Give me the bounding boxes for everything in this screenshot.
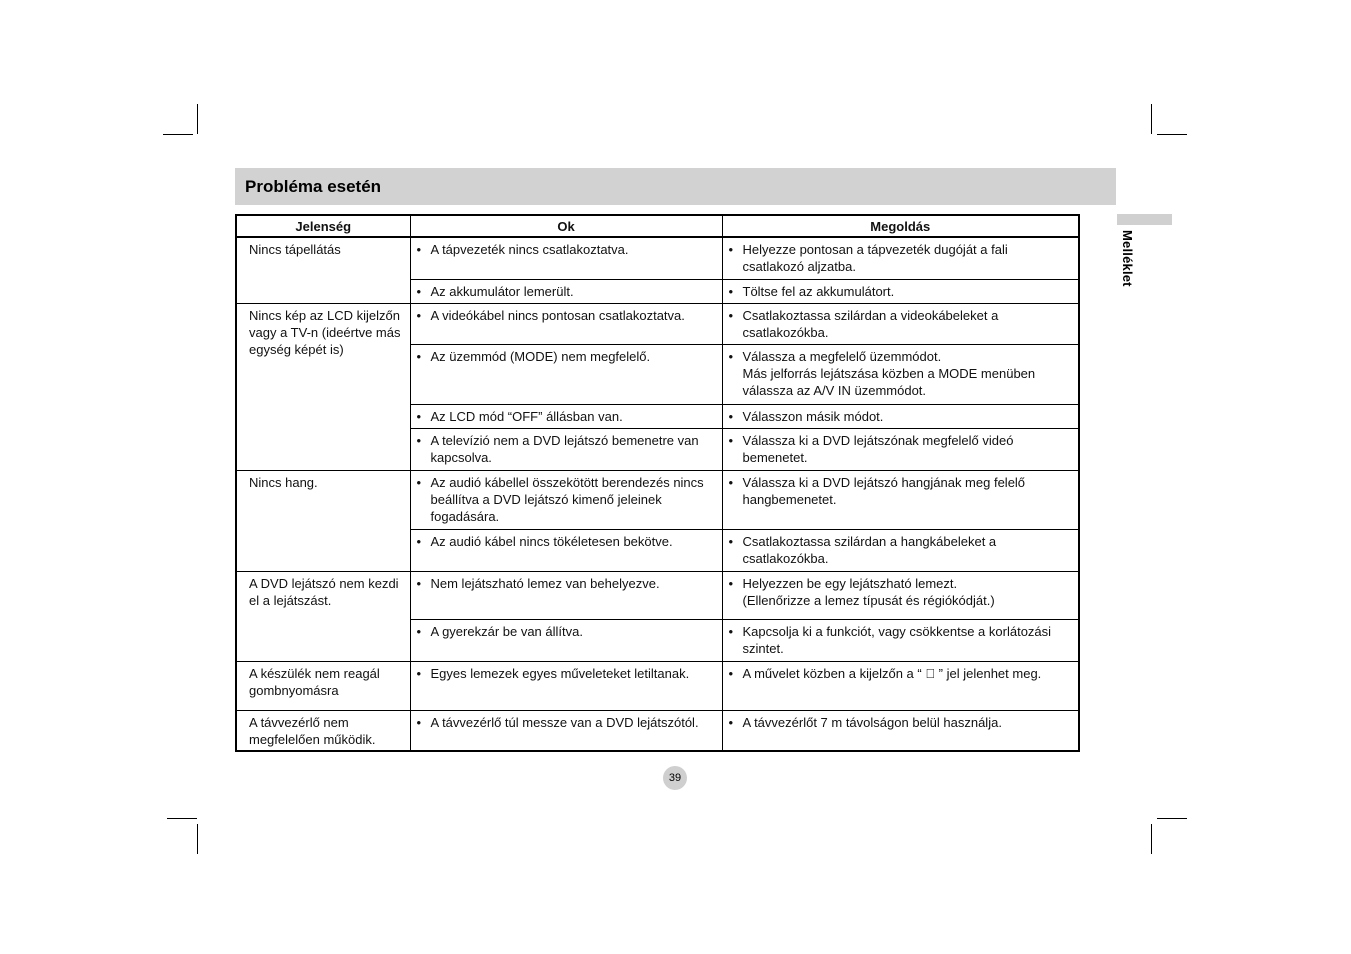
cause-cell — [410, 279, 722, 303]
table-row — [236, 237, 1079, 279]
side-label: Melléklet — [1120, 230, 1135, 287]
crop-mark — [163, 134, 193, 135]
solution-text: Csatlakoztassa szilárdan a hangkábeleket a csatlakozókba. — [742, 533, 997, 566]
symptom-cell: A DVD lejátszó nem kezdi el a lejátszást. — [236, 571, 410, 661]
solution-text: Válassza ki a DVD lejátszó hangjának meg felelő hangbemenetet. — [742, 474, 1026, 507]
solution-text: Válassza a megfelelő üzemmódot. — [742, 348, 942, 364]
bullet: • — [416, 575, 422, 591]
solution-cell — [722, 344, 1079, 404]
solution-text: Válassza ki a DVD lejátszónak megfelelő videó bemenetet. — [742, 432, 1014, 465]
section-title-bar — [235, 168, 1116, 205]
solution-cell — [722, 710, 1079, 751]
solution-cell — [722, 470, 1079, 529]
bullet: • — [728, 474, 734, 490]
bullet: • — [728, 242, 734, 257]
cause-cell — [410, 571, 722, 619]
cause-text: A televízió nem a DVD lejátszó bemenetre van kapcsolva. — [430, 432, 699, 465]
crop-mark — [1151, 824, 1152, 854]
cause-cell — [410, 619, 722, 661]
header-symptom: Jelenség — [236, 215, 410, 237]
cause-text: Az audió kábellel összekötött berendezés nincs beállítva a DVD lejátszó kimenő jeleinek fogadására. — [430, 474, 704, 524]
solution-text: Kapcsolja ki a funkciót, vagy csökkentse a korlátozási szintet. — [742, 623, 1052, 656]
cause-text: A tápvezeték nincs csatlakoztatva. — [430, 242, 629, 257]
crop-mark — [1151, 104, 1152, 134]
cause-text: A gyerekzár be van állítva. — [430, 623, 583, 639]
bullet: • — [416, 307, 422, 323]
cause-cell — [410, 710, 722, 751]
table-header-row — [236, 215, 1079, 237]
header-solution: Megoldás — [722, 215, 1079, 237]
symptom-cell: A távvezérlő nem megfelelően működik. — [236, 710, 410, 751]
page-number: 39 — [663, 766, 687, 790]
cause-cell — [410, 303, 722, 344]
cause-cell — [410, 404, 722, 428]
bullet: • — [416, 623, 422, 639]
solution-cell — [722, 529, 1079, 571]
solution-cell — [722, 619, 1079, 661]
bullet: • — [416, 474, 422, 490]
solution-extra-text: Más jelforrás lejátszása közben a MODE menüben válassza az A/V IN üzemmódot. — [742, 365, 1036, 398]
crop-mark — [167, 818, 197, 819]
cause-text: Nem lejátszható lemez van behelyezve. — [430, 575, 660, 591]
solution-text: A távvezérlőt 7 m távolságon belül használja. — [742, 714, 1002, 730]
solution-extra-text: (Ellenőrizze a lemez típusát és régiókódját.) — [742, 592, 995, 608]
cause-text: A videókábel nincs pontosan csatlakoztatva. — [430, 307, 685, 323]
bullet: • — [416, 533, 422, 549]
table-row — [236, 470, 1079, 529]
cause-text: Az akkumulátor lemerült. — [430, 283, 574, 299]
solution-cell — [722, 661, 1079, 710]
crop-mark — [197, 104, 198, 134]
bullet: • — [728, 283, 734, 299]
solution-cell — [722, 571, 1079, 619]
solution-cell — [722, 279, 1079, 303]
symptom-cell: Nincs tápellátás — [236, 237, 410, 303]
solution-cell — [722, 237, 1079, 279]
cause-cell — [410, 661, 722, 710]
page-title: Probléma esetén — [245, 176, 382, 196]
solution-text: Helyezze pontosan a tápvezeték dugóját a fali csatlakozó aljzatba. — [742, 242, 1008, 274]
solution-text: Helyezzen be egy lejátszható lemezt. — [742, 575, 958, 591]
bullet: • — [728, 623, 734, 639]
cause-text: Egyes lemezek egyes műveleteket letiltanak. — [430, 665, 690, 681]
solution-cell — [722, 303, 1079, 344]
cause-cell — [410, 428, 722, 470]
troubleshooting-table — [235, 214, 1080, 752]
bullet: • — [416, 432, 422, 448]
bullet: • — [728, 533, 734, 549]
bullet: • — [416, 283, 422, 299]
cause-cell — [410, 529, 722, 571]
bullet: • — [728, 348, 734, 364]
crop-mark — [1157, 134, 1187, 135]
cause-cell — [410, 237, 722, 279]
side-tab-marker — [1117, 214, 1172, 225]
bullet: • — [416, 714, 422, 730]
table-row — [236, 303, 1079, 344]
bullet: • — [728, 714, 734, 730]
bullet: • — [416, 665, 422, 681]
table-row — [236, 710, 1079, 751]
symptom-cell: A készülék nem reagál gombnyomásra — [236, 661, 410, 710]
crop-mark — [197, 824, 198, 854]
bullet: • — [416, 408, 422, 424]
table-row — [236, 661, 1079, 710]
crop-mark — [1157, 818, 1187, 819]
cause-text: Az LCD mód “OFF” állásban van. — [430, 408, 623, 424]
cause-text: Az audió kábel nincs tökéletesen bekötve. — [430, 533, 673, 549]
solution-text: Töltse fel az akkumulátort. — [742, 283, 895, 299]
cause-cell — [410, 344, 722, 404]
cause-text: Az üzemmód (MODE) nem megfelelő. — [430, 348, 651, 364]
solution-text: Csatlakoztassa szilárdan a videokábeleket a csatlakozókba. — [742, 307, 999, 340]
solution-cell — [722, 404, 1079, 428]
bullet: • — [416, 348, 422, 364]
symptom-cell: Nincs hang. — [236, 470, 410, 571]
solution-text: A művelet közben a kijelzőn a “ ⃠ ” jel jelenhet meg. — [742, 665, 1042, 681]
symptom-cell: Nincs kép az LCD kijelzőn vagy a TV-n (ideértve más egység képét is) — [236, 303, 410, 470]
solution-text: Válasszon másik módot. — [742, 408, 884, 424]
header-cause: Ok — [410, 215, 722, 237]
solution-cell — [722, 428, 1079, 470]
bullet: • — [728, 665, 734, 681]
table-row — [236, 571, 1079, 619]
bullet: • — [728, 408, 734, 424]
bullet: • — [728, 575, 734, 591]
bullet: • — [416, 242, 422, 257]
bullet: • — [728, 307, 734, 323]
bullet: • — [728, 432, 734, 448]
cause-text: A távvezérlő túl messze van a DVD lejátszótól. — [430, 714, 699, 730]
cause-cell — [410, 470, 722, 529]
